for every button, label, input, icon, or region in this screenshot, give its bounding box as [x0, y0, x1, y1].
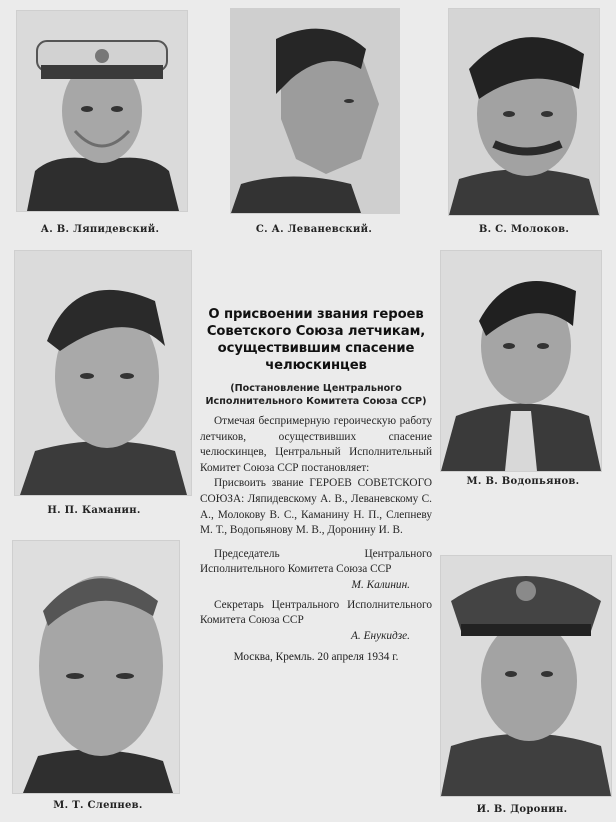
decree-paragraph-2: Присвоить звание ГЕРОЕВ СОВЕТСКОГО СОЮЗА: Ляпидевскому А. В., Леваневскому С. А., Молокову В. С., Каманину Н. П., Слепневу М. Т., Водопьянову М. В., Доронину И. В. — [200, 477, 432, 537]
chairman-signature: М. Калинин. — [351, 578, 410, 591]
portrait-photo-vodopyanov — [440, 250, 602, 472]
place-and-date: Москва, Кремль. 20 апреля 1934 г. — [233, 651, 399, 664]
caption-slepnev: М. Т. Слепнев. — [53, 800, 143, 811]
caption-lyapidevsky: А. В. Ляпидевский. — [40, 224, 160, 235]
portrait-photo-doronin — [440, 555, 612, 797]
portrait-photo-lyapidevsky — [16, 10, 188, 212]
chairman-title: Председатель Центрального Исполнительного Комитета Союза ССР — [200, 547, 432, 576]
caption-kamanin: Н. П. Каманин. — [47, 505, 141, 516]
caption-molokov: В. С. Молоков. — [478, 224, 570, 235]
caption-vodopyanov: М. В. Водопьянов. — [466, 476, 580, 487]
secretary-title: Секретарь Центрального Исполнительного Комитета Союза ССР — [200, 598, 432, 627]
secretary-signature: А. Енукидзе. — [351, 629, 410, 642]
portrait-photo-levanevsky — [230, 8, 400, 214]
decree-paragraph-1: Отмечая беспримерную героическую работу летчиков, осуществивших спасение челюскинцев, Центральный Исполнительный Комитет Союза ССР постановляет: — [200, 415, 432, 474]
caption-levanevsky: С. А. Леваневский. — [255, 224, 373, 235]
decree-block — [200, 306, 432, 666]
portrait-photo-slepnev — [12, 540, 180, 794]
decree-title: О присвоении звания героев Советского Союза летчикам, осуществившим спасение челюскинцев — [206, 307, 426, 373]
portrait-photo-kamanin — [14, 250, 192, 496]
caption-doronin: И. В. Доронин. — [476, 804, 568, 815]
portrait-photo-molokov — [448, 8, 600, 216]
decree-subtitle: (Постановление Центрального Исполнительного Комитета Союза ССР) — [205, 383, 427, 407]
